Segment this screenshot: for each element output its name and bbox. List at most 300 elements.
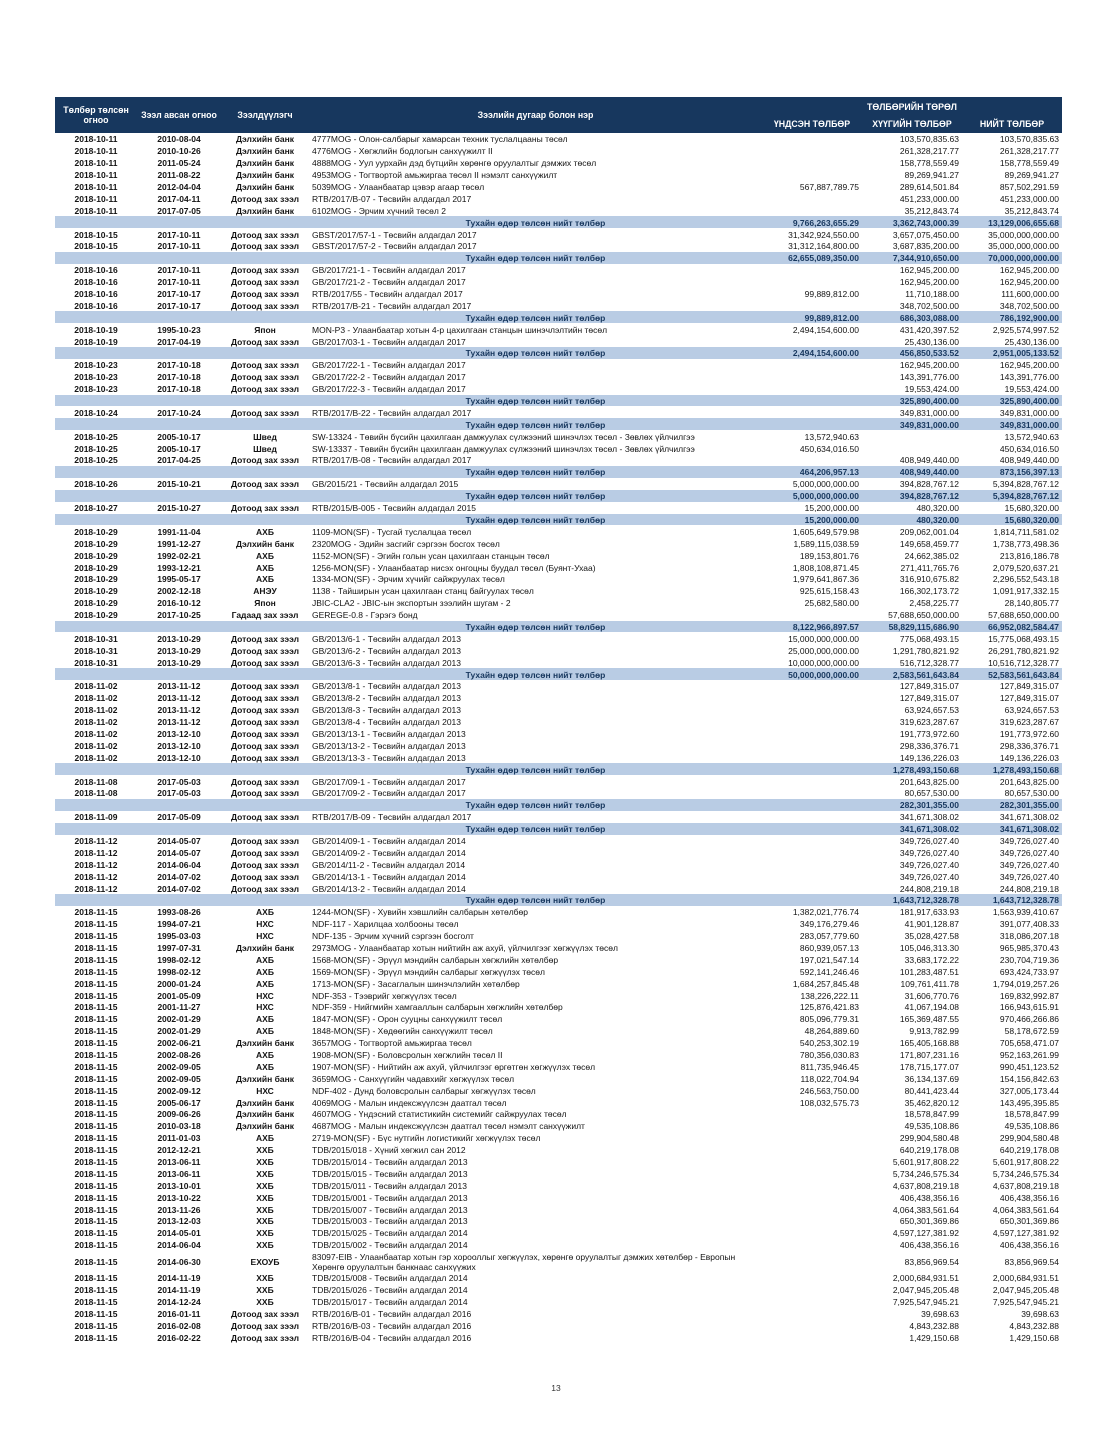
payments-table [55,97,1062,1343]
pay-date-cell: 2018-11-15 [74,954,118,965]
total-cell: 25,430,136.00 [1004,336,1060,347]
pay-date-cell: 2018-11-15 [74,1204,118,1215]
principal-cell [762,811,862,823]
empty-cell [137,418,221,430]
principal-cell: 197,021,547.14 [799,954,859,965]
lender-cell: АХБ [256,907,274,918]
loan-date-cell: 2001-11-27 [157,1002,201,1013]
loan-name-cell: GB/2013/6-2 - Төсвийн алдагдал 2013 [312,645,461,656]
loan-name-cell: 1569-MON(SF) - Эрүүл мэндийн салбарыг хөгжүүлэх төсөл [312,966,545,977]
pay-date-cell: 2018-10-29 [74,598,118,609]
lender-cell: ХХБ [256,1228,274,1239]
loan-date-cell: 2002-06-21 [157,1038,201,1049]
interest-cell: 408,949,440.00 [899,455,959,466]
loan-name-cell: GB/2014/13-1 - Төсвийн алдагдал 2014 [312,871,466,882]
loan-name-cell: NDF-359 - Нийгмийн хамгааллын салбарын хөгжлийн хөтөлбөр [312,1002,563,1013]
table-row [55,787,1062,799]
pay-date-cell: 2018-11-12 [74,883,118,894]
interest-cell: 171,807,231.16 [899,1050,959,1061]
pay-date-cell: 2018-10-26 [74,479,118,490]
table-row [55,192,1062,204]
loan-date-cell: 2014-12-24 [157,1296,201,1307]
daily-total-row [55,466,1062,478]
total-cell: 952,163,261.99 [999,1050,1060,1061]
daily-total-label: Тухайн өдөр төлсөн нийт төлбөр [309,894,762,906]
empty-cell [221,894,309,906]
lender-cell: Дотоод зах зээл [231,812,299,823]
total-cell: 1,563,939,410.67 [992,907,1060,918]
empty-cell [137,216,221,228]
table-row [55,1191,1062,1203]
loan-name-cell: 4776MOG - Хөгжлийн бодлогын санхүүжилт II [312,146,493,157]
lender-cell: Гадаад зах зээл [231,610,299,621]
principal-cell: 450,634,016.50 [799,443,859,454]
total-cell: 2,000,684,931.51 [992,1273,1060,1284]
loan-name-cell: 1256-MON(SF) - Улаанбаатар нисэх онгоцны буудал төсөл (Буянт-Ухаа) [312,562,596,573]
table-row [55,1037,1062,1049]
empty-cell [137,823,221,835]
table-row [55,1108,1062,1120]
interest-cell: 431,420,397.52 [899,324,959,335]
table-row [55,656,1062,668]
lender-cell: Дэлхийн банк [236,1038,294,1049]
lender-cell: Дотоод зах зээл [231,1320,299,1331]
pay-date-cell: 2018-11-15 [74,1014,118,1025]
daily-total-row [55,418,1062,430]
empty-cell [221,216,309,228]
loan-date-cell: 2013-10-29 [157,633,201,644]
pay-date-cell: 2018-11-15 [74,1145,118,1156]
daily-total-principal [762,395,862,407]
daily-total-row [55,216,1062,228]
total-cell: 4,597,127,381.92 [992,1228,1060,1239]
interest-cell: 63,924,657.53 [904,705,959,716]
total-cell: 341,671,308.02 [999,812,1060,823]
interest-cell: 89,269,941.27 [904,170,959,181]
lender-cell: АНЭУ [253,586,277,597]
total-cell: 640,219,178.08 [999,1145,1060,1156]
daily-total-label: Тухайн өдөр төлсөн нийт төлбөр [309,347,762,359]
pay-date-cell: 2018-11-15 [74,1133,118,1144]
loan-name-cell: GEREGE-0.8 - Гэрэгэ бонд [312,610,418,621]
principal-cell [762,692,862,704]
total-cell: 28,140,805.77 [1004,598,1060,609]
total-cell: 201,643,825.00 [999,776,1060,787]
pay-date-cell: 2018-10-29 [74,562,118,573]
interest-cell: 36,134,137.69 [904,1073,959,1084]
table-row [55,858,1062,870]
table-row [55,1001,1062,1013]
interest-cell: 201,643,825.00 [899,776,959,787]
total-cell: 299,904,580.48 [999,1133,1060,1144]
principal-cell [762,704,862,716]
interest-cell: 57,688,650,000.00 [888,610,959,621]
loan-name-cell: GB/2014/11-2 - Төсвийн алдагдал 2014 [312,859,466,870]
loan-name-cell: RTB/2017/B-07 - Төсвийн алдагдал 2017 [312,193,472,204]
total-cell: 103,570,835.63 [999,134,1060,145]
lender-cell: АХБ [256,1050,274,1061]
lender-cell: ХХБ [256,1157,274,1168]
table-row [55,1296,1062,1308]
lender-cell: Дотоод зах зээл [231,717,299,728]
principal-cell: 540,253,302.19 [799,1038,859,1049]
empty-cell [137,763,221,775]
interest-cell: 166,302,173.72 [899,586,959,597]
principal-cell [762,870,862,882]
total-cell: 149,136,226.03 [999,752,1060,763]
lender-cell: АХБ [256,1133,274,1144]
daily-total-row [55,490,1062,502]
table-row [55,692,1062,704]
table-row [55,537,1062,549]
table-row [55,1049,1062,1061]
daily-total-principal [762,894,862,906]
pay-date-cell: 2018-10-11 [74,146,118,157]
daily-total-principal: 50,000,000,000.00 [762,668,862,680]
pay-date-cell: 2018-11-15 [74,990,118,1001]
total-cell: 26,291,780,821.92 [988,645,1060,656]
table-row [55,632,1062,644]
principal-cell [762,1307,862,1319]
empty-cell [221,799,309,811]
interest-cell: 299,904,580.48 [899,1133,959,1144]
total-cell: 19,553,424.00 [1004,384,1060,395]
pay-date-cell: 2018-11-15 [74,1050,118,1061]
principal-cell [762,1144,862,1156]
pay-date-cell: 2018-10-11 [74,134,118,145]
lender-cell: АХБ [256,562,274,573]
interest-cell: 165,369,487.55 [899,1014,959,1025]
loan-date-cell: 2000-01-24 [157,978,201,989]
table-row [55,406,1062,418]
loan-date-cell: 2014-07-02 [157,883,201,894]
total-cell: 127,849,315.07 [999,681,1060,692]
total-cell: 1,794,019,257.26 [992,978,1060,989]
interest-cell: 181,917,633.93 [899,907,959,918]
loan-date-cell: 2017-10-11 [157,265,201,276]
total-cell: 111,600,000.00 [1001,289,1060,300]
lender-cell: Дотоод зах зээл [231,265,299,276]
table-row [55,704,1062,716]
loan-date-cell: 2014-05-07 [157,835,201,846]
loan-date-cell: 2017-04-25 [157,455,201,466]
pay-date-cell: 2018-10-29 [74,538,118,549]
empty-cell [55,514,137,526]
loan-date-cell: 2017-10-11 [157,277,201,288]
total-cell: 1,429,150.68 [1009,1332,1060,1343]
daily-total-principal [762,763,862,775]
pay-date-cell: 2018-10-23 [74,384,118,395]
pay-date-cell: 2018-11-12 [74,859,118,870]
lender-cell: АХБ [256,1061,274,1072]
daily-total-principal: 15,200,000.00 [762,514,862,526]
daily-total-label: Тухайн өдөр төлсөн нийт төлбөр [309,514,762,526]
pay-date-cell: 2018-11-15 [74,1285,118,1296]
total-cell: 143,495,395.85 [999,1097,1060,1108]
total-cell: 319,623,287.67 [999,717,1060,728]
lender-cell: Дотоод зах зээл [231,1332,299,1343]
principal-cell [762,371,862,383]
total-cell: 143,391,776.00 [999,372,1060,383]
loan-date-cell: 2017-04-11 [157,193,201,204]
lender-cell: ХХБ [256,1273,274,1284]
interest-cell: 4,597,127,381.92 [892,1228,959,1239]
loan-date-cell: 2011-05-24 [157,158,201,169]
total-cell: 127,849,315.07 [999,693,1060,704]
lender-cell: Дотоод зах зээл [231,752,299,763]
lender-cell: АХБ [256,966,274,977]
lender-cell: Дотоод зах зээл [231,277,299,288]
principal-cell: 2,494,154,600.00 [792,324,859,335]
daily-total-label: Тухайн өдөр төлсөн нийт төлбөр [309,490,762,502]
total-cell: 15,775,068,493.15 [988,633,1060,644]
daily-total-row [55,668,1062,680]
daily-total-amount: 341,671,308.02 [962,823,1062,835]
interest-cell: 349,726,027.40 [899,859,959,870]
table-row [55,240,1062,252]
pay-date-cell: 2018-11-02 [74,740,118,751]
lender-cell: Дэлхийн банк [236,1073,294,1084]
empty-cell [55,823,137,835]
loan-date-cell: 2014-06-04 [157,1240,201,1251]
pay-date-cell: 2018-11-15 [74,1157,118,1168]
lender-cell: АХБ [256,1014,274,1025]
total-cell: 5,734,246,575.34 [992,1168,1060,1179]
interest-cell: 2,000,684,931.51 [892,1273,959,1284]
loan-date-cell: 2016-02-08 [157,1320,201,1331]
interest-cell: 178,715,177.07 [899,1061,959,1072]
pay-date-cell: 2018-11-15 [74,1109,118,1120]
principal-cell [762,1296,862,1308]
pay-date-cell: 2018-10-25 [74,455,118,466]
total-cell: 5,601,917,808.22 [992,1157,1060,1168]
daily-total-principal: 8,122,966,897.57 [762,621,862,633]
interest-cell: 271,411,765.76 [900,562,959,573]
loan-name-cell: GB/2017/09-2 - Төсвийн алдагдал 2017 [312,788,466,799]
table-row [55,870,1062,882]
loan-date-cell: 2013-11-12 [157,717,201,728]
total-cell: 15,680,320.00 [1004,503,1060,514]
loan-name-cell: NDF-353 - Тээврийг хөгжүүлэх төсөл [312,990,457,1001]
principal-cell [762,680,862,692]
principal-cell [762,204,862,216]
loan-name-cell: TDB/2015/014 - Төсвийн алдагдал 2013 [312,1157,468,1168]
total-cell: 406,438,356.16 [999,1240,1060,1251]
lender-cell: Дотоод зах зээл [231,740,299,751]
lender-cell: Дотоод зах зээл [231,693,299,704]
total-cell: 391,077,408.33 [999,919,1060,930]
loan-name-cell: GB/2017/22-2 - Төсвийн алдагдал 2017 [312,372,466,383]
pay-date-cell: 2018-11-15 [74,1073,118,1084]
lender-cell: Дотоод зах зээл [231,871,299,882]
loan-date-cell: 2013-11-12 [157,681,201,692]
loan-date-cell: 2013-10-29 [157,645,201,656]
daily-total-principal: 464,206,957.13 [762,466,862,478]
loan-date-cell: 2001-05-09 [157,990,201,1001]
loan-date-cell: 2002-09-05 [157,1061,201,1072]
loan-name-cell: TDB/2015/002 - Төсвийн алдагдал 2014 [312,1240,468,1251]
interest-cell: 406,438,356.16 [899,1240,959,1251]
loan-date-cell: 2017-05-03 [157,788,201,799]
pay-date-cell: 2018-10-24 [74,407,118,418]
table-row [55,145,1062,157]
loan-date-cell: 2014-05-01 [157,1228,201,1239]
pay-date-cell: 2018-11-15 [74,1085,118,1096]
loan-name-cell: RTB/2016/B-01 - Төсвийн алдагдал 2016 [312,1308,472,1319]
loan-name-cell: 6102MOG - Эрчим хүчний төсөл 2 [312,205,446,216]
table-row [55,1060,1062,1072]
loan-date-cell: 2010-03-18 [157,1121,201,1132]
daily-total-label: Тухайн өдөр төлсөн нийт төлбөр [309,216,762,228]
principal-cell [762,1191,862,1203]
daily-total-interest: 341,671,308.02 [862,823,962,835]
daily-total-interest: 456,850,533.52 [862,347,962,359]
pay-date-cell: 2018-11-15 [74,1121,118,1132]
pay-date-cell: 2018-10-25 [74,431,118,442]
daily-total-row [55,894,1062,906]
loan-date-cell: 2002-12-18 [157,586,201,597]
table-row [55,597,1062,609]
loan-date-cell: 2017-10-11 [157,229,201,240]
principal-cell [762,406,862,418]
loan-name-cell: 2320MOG - Эдийн засгийг сэргээн босгох төсөл [312,538,500,549]
table-row [55,739,1062,751]
table-row [55,525,1062,537]
loan-name-cell: NDF-117 - Харилцаа холбооны төсөл [312,919,459,930]
principal-cell: 805,096,779.31 [799,1014,859,1025]
total-cell: 57,688,650,000.00 [988,610,1060,621]
loan-name-cell: 1848-MON(SF) - Хөдөөгийн санхүүжилт төсөл [312,1026,493,1037]
table-row [55,977,1062,989]
lender-cell: Дэлхийн банк [236,538,294,549]
principal-cell [762,133,862,145]
daily-total-row [55,799,1062,811]
loan-date-cell: 2011-01-03 [157,1133,201,1144]
empty-cell [221,252,309,264]
interest-cell: 35,212,843.74 [904,205,959,216]
loan-date-cell: 2002-08-26 [157,1050,201,1061]
daily-total-amount: 66,952,082,584.47 [962,621,1062,633]
pay-date-cell: 2018-10-15 [74,229,118,240]
interest-cell: 349,726,027.40 [899,835,959,846]
total-cell: 1,814,711,581.02 [993,526,1060,537]
loan-name-cell: RTB/2017/55 - Төсвийн алдагдал 2017 [312,289,463,300]
interest-cell: 80,441,423.44 [904,1085,959,1096]
interest-cell: 105,046,313.30 [899,943,959,953]
loan-date-cell: 2017-07-05 [157,205,201,216]
empty-cell [137,466,221,478]
total-cell: 154,156,842.63 [999,1073,1060,1084]
page-number: 13 [551,1383,561,1393]
principal-cell: 31,342,924,550.00 [788,229,859,240]
daily-total-row [55,621,1062,633]
lender-cell: Дотоод зах зээл [231,289,299,300]
empty-cell [55,894,137,906]
header-total: НИЙТ ТӨЛБӨР [962,117,1062,134]
principal-cell: 780,356,030.83 [799,1050,859,1061]
daily-total-interest: 282,301,355.00 [862,799,962,811]
pay-date-cell: 2018-10-11 [74,158,118,169]
table-row [55,1072,1062,1084]
principal-cell [762,858,862,870]
lender-cell: Дотоод зах зээл [231,229,299,240]
total-cell: 169,832,992.87 [999,990,1060,1001]
interest-cell: 261,328,217.77 [899,146,959,157]
total-cell: 35,212,843.74 [1004,205,1060,216]
interest-cell: 289,614,501.84 [899,182,959,192]
pay-date-cell: 2018-10-19 [74,324,118,335]
pay-date-cell: 2018-11-15 [74,1228,118,1239]
loan-name-cell: TDB/2015/026 - Төсвийн алдагдал 2014 [312,1285,468,1296]
daily-total-amount: 1,278,493,150.68 [962,763,1062,775]
pay-date-cell: 2018-11-15 [74,931,118,942]
loan-date-cell: 2016-02-22 [157,1332,201,1343]
daily-total-principal: 9,766,263,655.29 [762,216,862,228]
pay-date-cell: 2018-11-02 [74,728,118,739]
table-row [55,288,1062,300]
daily-total-label: Тухайн өдөр төлсөн нийт төлбөр [309,311,762,323]
lender-cell: АХБ [256,550,274,561]
loan-name-cell: 1847-MON(SF) - Орон сууцны санхүүжилт төсөл [312,1014,503,1025]
lender-cell: Дотоод зах зээл [231,728,299,739]
daily-total-label: Тухайн өдөр төлсөн нийт төлбөр [309,763,762,775]
pay-date-cell: 2018-11-15 [74,1296,118,1307]
table-row [55,1013,1062,1025]
loan-name-cell: GB/2017/22-1 - Төсвийн алдагдал 2017 [312,360,466,371]
interest-cell: 9,913,782.99 [909,1026,959,1037]
total-cell: 166,943,615.91 [999,1002,1060,1013]
principal-cell [762,609,862,621]
principal-cell [762,454,862,466]
table-row [55,371,1062,383]
pay-date-cell: 2018-10-29 [74,610,118,621]
interest-cell: 775,068,493.15 [899,633,959,644]
table-row [55,1272,1062,1284]
lender-cell: Дотоод зах зээл [231,883,299,894]
interest-cell: 640,219,178.08 [899,1145,959,1156]
lender-cell: АХБ [256,954,274,965]
interest-cell: 341,671,308.02 [899,812,959,823]
loan-date-cell: 2010-10-26 [157,146,201,157]
loan-name-cell: GB/2014/13-2 - Төсвийн алдагдал 2014 [312,883,466,894]
header-loan-name: Зээлийн дугаар болон нэр [309,97,762,133]
loan-date-cell: 1998-02-12 [157,966,201,977]
table-row [55,1084,1062,1096]
loan-name-cell: SW-13337 - Төвийн бүсийн цахилгаан дамжуулах сүлжээний шинэчлэх төсөл - Зөвлөх үйлчилгээ [312,443,695,454]
lender-cell: Дотоод зах зээл [231,455,299,466]
loan-date-cell: 1993-12-21 [157,562,201,573]
loan-date-cell: 2017-10-25 [157,610,201,621]
empty-cell [55,621,137,633]
loan-name-cell: GB/2013/8-1 - Төсвийн алдагдал 2013 [312,681,461,692]
lender-cell: Дэлхийн банк [236,943,294,953]
daily-total-amount: 1,643,712,328.78 [962,894,1062,906]
empty-cell [55,347,137,359]
empty-cell [55,252,137,264]
total-cell: 650,301,369.86 [999,1216,1060,1227]
pay-date-cell: 2018-10-25 [74,443,118,454]
loan-date-cell: 2014-11-19 [157,1285,201,1296]
daily-total-amount: 52,583,561,643.84 [962,668,1062,680]
lender-cell: Дэлхийн банк [236,1109,294,1120]
loan-name-cell: GB/2017/21-1 - Төсвийн алдагдал 2017 [312,265,466,276]
pay-date-cell: 2018-10-16 [74,277,118,288]
lender-cell: АХБ [256,1026,274,1037]
interest-cell: 349,831,000.00 [899,407,959,418]
interest-cell: 35,462,820.12 [904,1097,959,1108]
loan-name-cell: TDB/2015/018 - Хүний хөгжил сан 2012 [312,1145,466,1156]
lender-cell: НХС [256,919,274,930]
